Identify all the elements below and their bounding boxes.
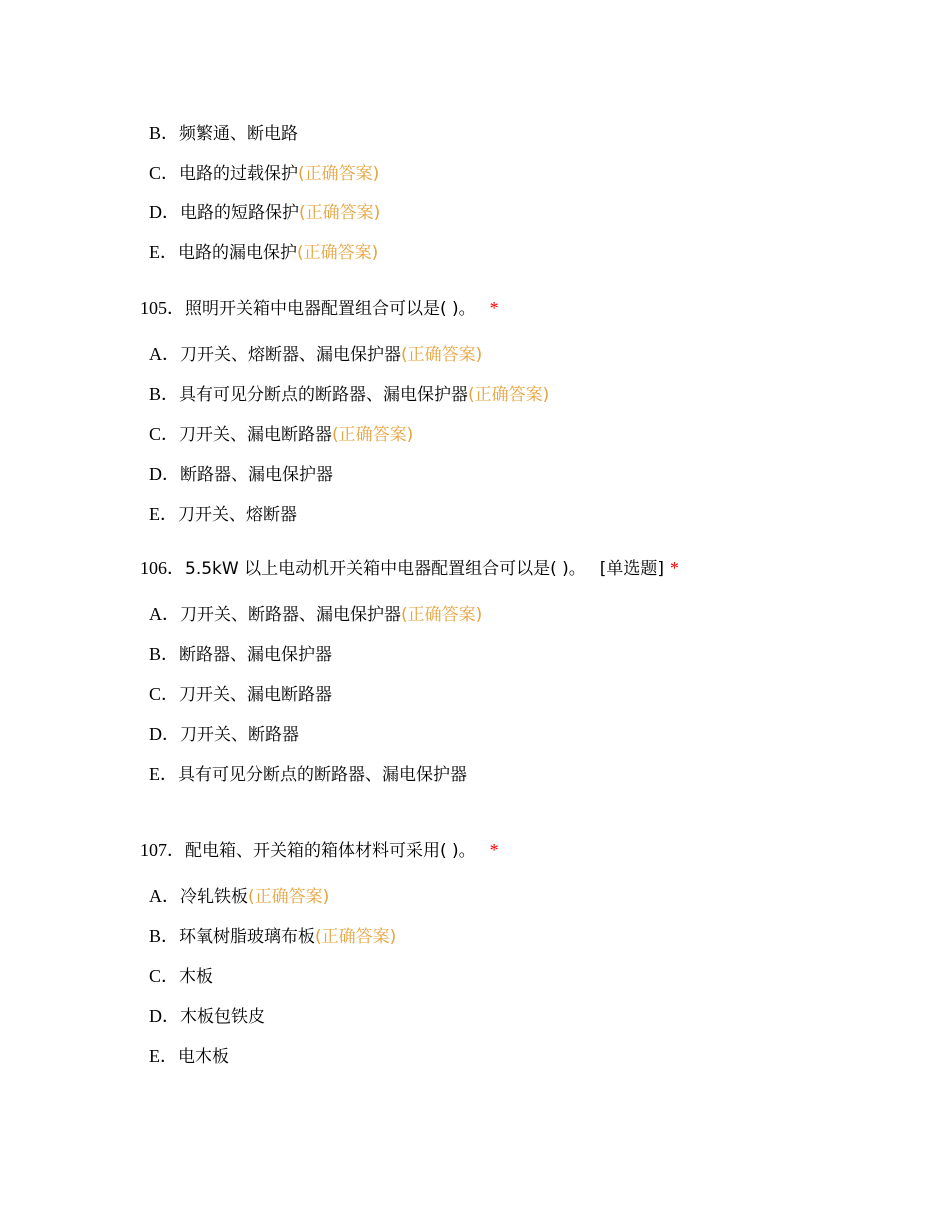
answer-option: [149, 602, 482, 627]
option-text: 刀开关、漏电断路器: [179, 425, 333, 445]
option-letter: C．: [149, 163, 180, 183]
option-letter: B．: [149, 926, 180, 946]
option-text: 木板包铁皮: [180, 1007, 265, 1027]
option-letter: E．: [149, 1046, 178, 1066]
answer-option: [149, 161, 379, 186]
option-text: 具有可见分断点的断路器、漏电保护器: [179, 385, 469, 405]
option-text: 刀开关、熔断器、漏电保护器: [180, 345, 401, 365]
answer-option: [149, 722, 299, 747]
answer-option: [149, 1044, 229, 1069]
correct-answer-label: (正确答案): [332, 425, 414, 445]
answer-option: [149, 200, 380, 225]
option-text: 具有可见分断点的断路器、漏电保护器: [178, 765, 467, 785]
answer-option: [149, 1004, 265, 1029]
answer-option: [149, 762, 467, 787]
option-letter: C．: [149, 424, 180, 444]
option-text: 刀开关、熔断器: [178, 505, 297, 525]
option-letter: D．: [149, 464, 180, 484]
answer-option: [149, 462, 333, 487]
option-letter: B．: [149, 123, 180, 143]
question-number: 106．: [140, 558, 185, 578]
option-text: 电路的漏电保护: [178, 243, 297, 263]
correct-answer-label: (正确答案): [401, 605, 483, 625]
question-title: [140, 838, 499, 863]
option-letter: A．: [149, 344, 180, 364]
option-letter: D．: [149, 202, 180, 222]
option-letter: B．: [149, 384, 180, 404]
correct-answer-label: (正确答案): [401, 345, 483, 365]
option-text: 刀开关、漏电断路器: [179, 685, 333, 705]
correct-answer-label: (正确答案): [297, 243, 379, 263]
option-text: 刀开关、断路器: [180, 725, 299, 745]
option-letter: D．: [149, 1006, 180, 1026]
option-letter: B．: [149, 644, 180, 664]
answer-option: [149, 121, 298, 146]
option-letter: A．: [149, 604, 180, 624]
question-text: 照明开关箱中电器配置组合可以是( )。: [185, 299, 476, 319]
answer-option: [149, 342, 482, 367]
answer-option: [149, 682, 332, 707]
required-marker: *: [670, 558, 680, 578]
option-letter: C．: [149, 966, 180, 986]
correct-answer-label: (正确答案): [299, 203, 381, 223]
option-text: 木板: [179, 967, 214, 987]
option-letter: E．: [149, 764, 178, 784]
answer-option: [149, 422, 413, 447]
question-text: 配电箱、开关箱的箱体材料可采用( )。: [185, 841, 476, 861]
option-letter: A．: [149, 886, 180, 906]
option-text: 电路的短路保护: [180, 203, 299, 223]
option-text: 电木板: [178, 1047, 229, 1067]
option-text: 断路器、漏电保护器: [180, 465, 333, 485]
answer-option: [149, 502, 297, 527]
option-text: 冷轧铁板: [180, 887, 248, 907]
correct-answer-label: (正确答案): [468, 385, 550, 405]
option-letter: E．: [149, 504, 178, 524]
answer-option: [149, 642, 332, 667]
question-number: 105．: [140, 298, 185, 318]
question-title: [140, 296, 499, 321]
correct-answer-label: (正确答案): [315, 927, 397, 947]
option-letter: E．: [149, 242, 178, 262]
option-text: 电路的过载保护: [179, 164, 299, 184]
answer-option: [149, 382, 549, 407]
question-type-tag: [单选题]: [599, 559, 665, 579]
correct-answer-label: (正确答案): [298, 164, 380, 184]
option-text: 频繁通、断电路: [179, 124, 299, 144]
option-text: 刀开关、断路器、漏电保护器: [180, 605, 401, 625]
question-title: [140, 556, 679, 581]
option-letter: D．: [149, 724, 180, 744]
required-marker: *: [489, 298, 499, 318]
answer-option: [149, 964, 213, 989]
question-number: 107．: [140, 840, 185, 860]
option-letter: C．: [149, 684, 180, 704]
required-marker: *: [489, 840, 499, 860]
answer-option: [149, 924, 396, 949]
correct-answer-label: (正确答案): [248, 887, 330, 907]
question-text: 5.5kW 以上电动机开关箱中电器配置组合可以是( )。: [185, 559, 586, 579]
answer-option: [149, 884, 329, 909]
option-text: 断路器、漏电保护器: [179, 645, 333, 665]
option-text: 环氧树脂玻璃布板: [179, 927, 316, 947]
answer-option: [149, 240, 378, 265]
